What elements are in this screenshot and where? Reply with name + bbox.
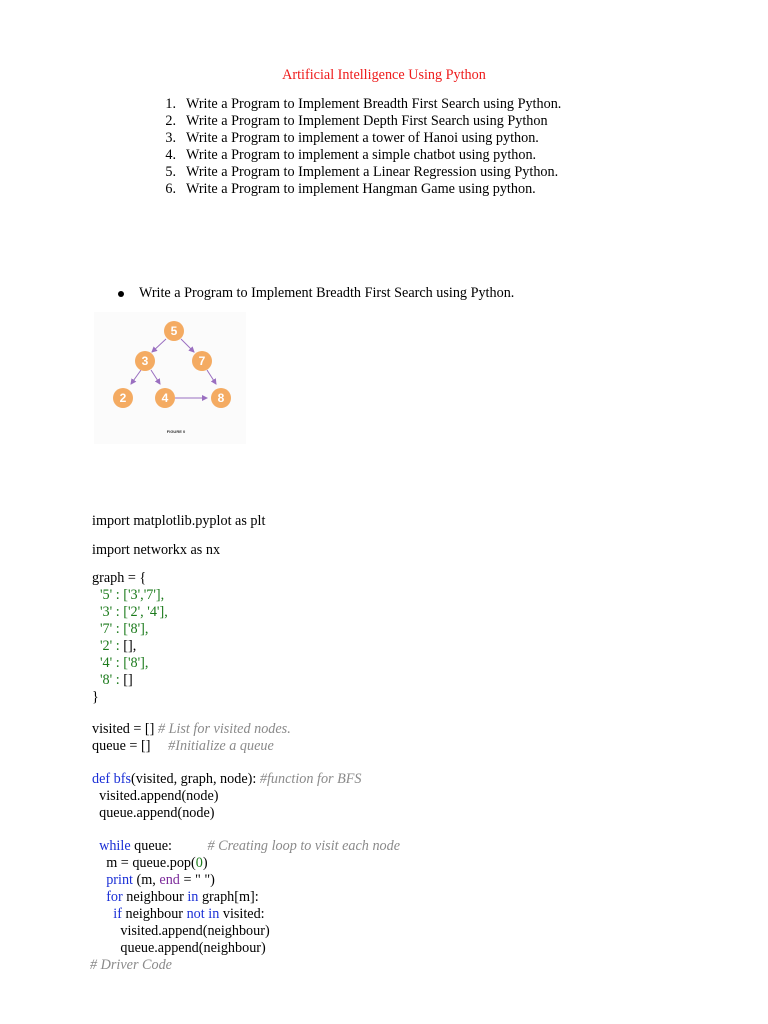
code-keyword: if	[92, 906, 122, 922]
code-token: ['2', '4'],	[123, 604, 168, 620]
code-token: queue = []	[92, 738, 169, 754]
document-title: Artificial Intelligence Using Python	[282, 67, 486, 83]
code-token: []	[123, 672, 133, 688]
code-token: '7' :	[100, 621, 124, 637]
code-comment: # Creating loop to visit each node	[207, 838, 401, 854]
code-comment: # Driver Code	[90, 957, 172, 973]
code-line: visited.append(node)	[92, 788, 219, 804]
code-line: queue.append(neighbour)	[92, 940, 266, 956]
code-token: '8' :	[100, 672, 124, 688]
code-keyword: in	[187, 889, 199, 905]
code-line: import matplotlib.pyplot as plt	[92, 513, 266, 529]
code-line	[92, 855, 208, 872]
code-token: (m,	[132, 872, 160, 888]
node-7-label: 7	[198, 354, 206, 368]
list-number: 4.	[165, 147, 176, 163]
code-line: graph = {	[92, 570, 147, 586]
list-number: 5.	[165, 164, 176, 180]
code-token: ['8'],	[123, 621, 149, 637]
code-line: visited.append(neighbour)	[92, 923, 270, 939]
code-line	[92, 738, 274, 755]
code-line	[100, 604, 168, 621]
code-token: visited = []	[92, 721, 158, 737]
list-text: Write a Program to Implement Depth First Search using Python	[186, 113, 548, 129]
list-number: 6.	[165, 181, 176, 197]
code-line	[100, 672, 133, 689]
code-token: [],	[123, 638, 137, 654]
code-comment: #function for BFS	[259, 771, 362, 787]
code-keyword: for	[92, 889, 123, 905]
node-2-label: 2	[119, 391, 127, 405]
code-line: }	[92, 689, 99, 705]
code-token: m = queue.pop(	[92, 855, 196, 871]
code-line	[92, 838, 400, 855]
code-token: '4' :	[100, 655, 124, 671]
code-token: '3' :	[100, 604, 124, 620]
section-heading-text: Write a Program to Implement Breadth First Search using Python.	[139, 285, 515, 301]
code-line	[100, 587, 164, 604]
code-keyword: while	[92, 838, 131, 854]
code-token: ['8'],	[123, 655, 149, 671]
node-4-label: 4	[161, 391, 169, 405]
code-token: neighbour	[121, 906, 187, 922]
code-line	[92, 771, 362, 788]
list-text: Write a Program to implement Hangman Game using python.	[186, 181, 536, 197]
code-token: visited:	[219, 906, 265, 922]
node-8-label: 8	[217, 391, 225, 405]
code-token: neighbour	[122, 889, 188, 905]
code-line	[92, 906, 265, 923]
list-number: 1.	[165, 96, 176, 112]
code-line	[92, 889, 259, 906]
list-number: 2.	[165, 113, 176, 129]
code-token: (visited, graph, node):	[131, 771, 260, 787]
code-token: ['3','7'],	[123, 587, 165, 603]
list-text: Write a Program to implement a simple chatbot using python.	[186, 147, 537, 163]
code-line	[92, 721, 291, 738]
code-line	[100, 655, 148, 672]
list-text: Write a Program to Implement a Linear Regression using Python.	[186, 164, 559, 180]
code-keyword: print	[92, 872, 133, 888]
code-line	[100, 621, 148, 638]
code-line: queue.append(node)	[92, 805, 215, 821]
code-comment: #Initialize a queue	[168, 738, 274, 754]
figure-caption: FIGURE 0	[166, 429, 186, 434]
code-number: 0	[195, 855, 203, 871]
code-keyword: not in	[186, 906, 220, 922]
code-function-name: bfs	[113, 771, 132, 787]
code-token: '2' :	[100, 638, 124, 654]
code-line	[92, 872, 215, 889]
code-token: queue:	[130, 838, 208, 854]
code-block	[92, 0, 692, 1024]
code-keyword: end	[159, 872, 180, 888]
code-token: = " ")	[179, 872, 215, 888]
code-token: )	[202, 855, 208, 871]
code-keyword: def	[92, 771, 114, 787]
list-text: Write a Program to Implement Breadth First Search using Python.	[186, 96, 562, 112]
code-line: import networkx as nx	[92, 542, 221, 558]
list-number: 3.	[165, 130, 176, 146]
node-3-label: 3	[141, 354, 149, 368]
code-token: graph[m]:	[198, 889, 259, 905]
code-token: '5' :	[100, 587, 124, 603]
code-comment: # List for visited nodes.	[157, 721, 291, 737]
list-text: Write a Program to implement a tower of Hanoi using python.	[186, 130, 539, 146]
code-line	[100, 638, 136, 655]
node-5-label: 5	[170, 324, 178, 338]
